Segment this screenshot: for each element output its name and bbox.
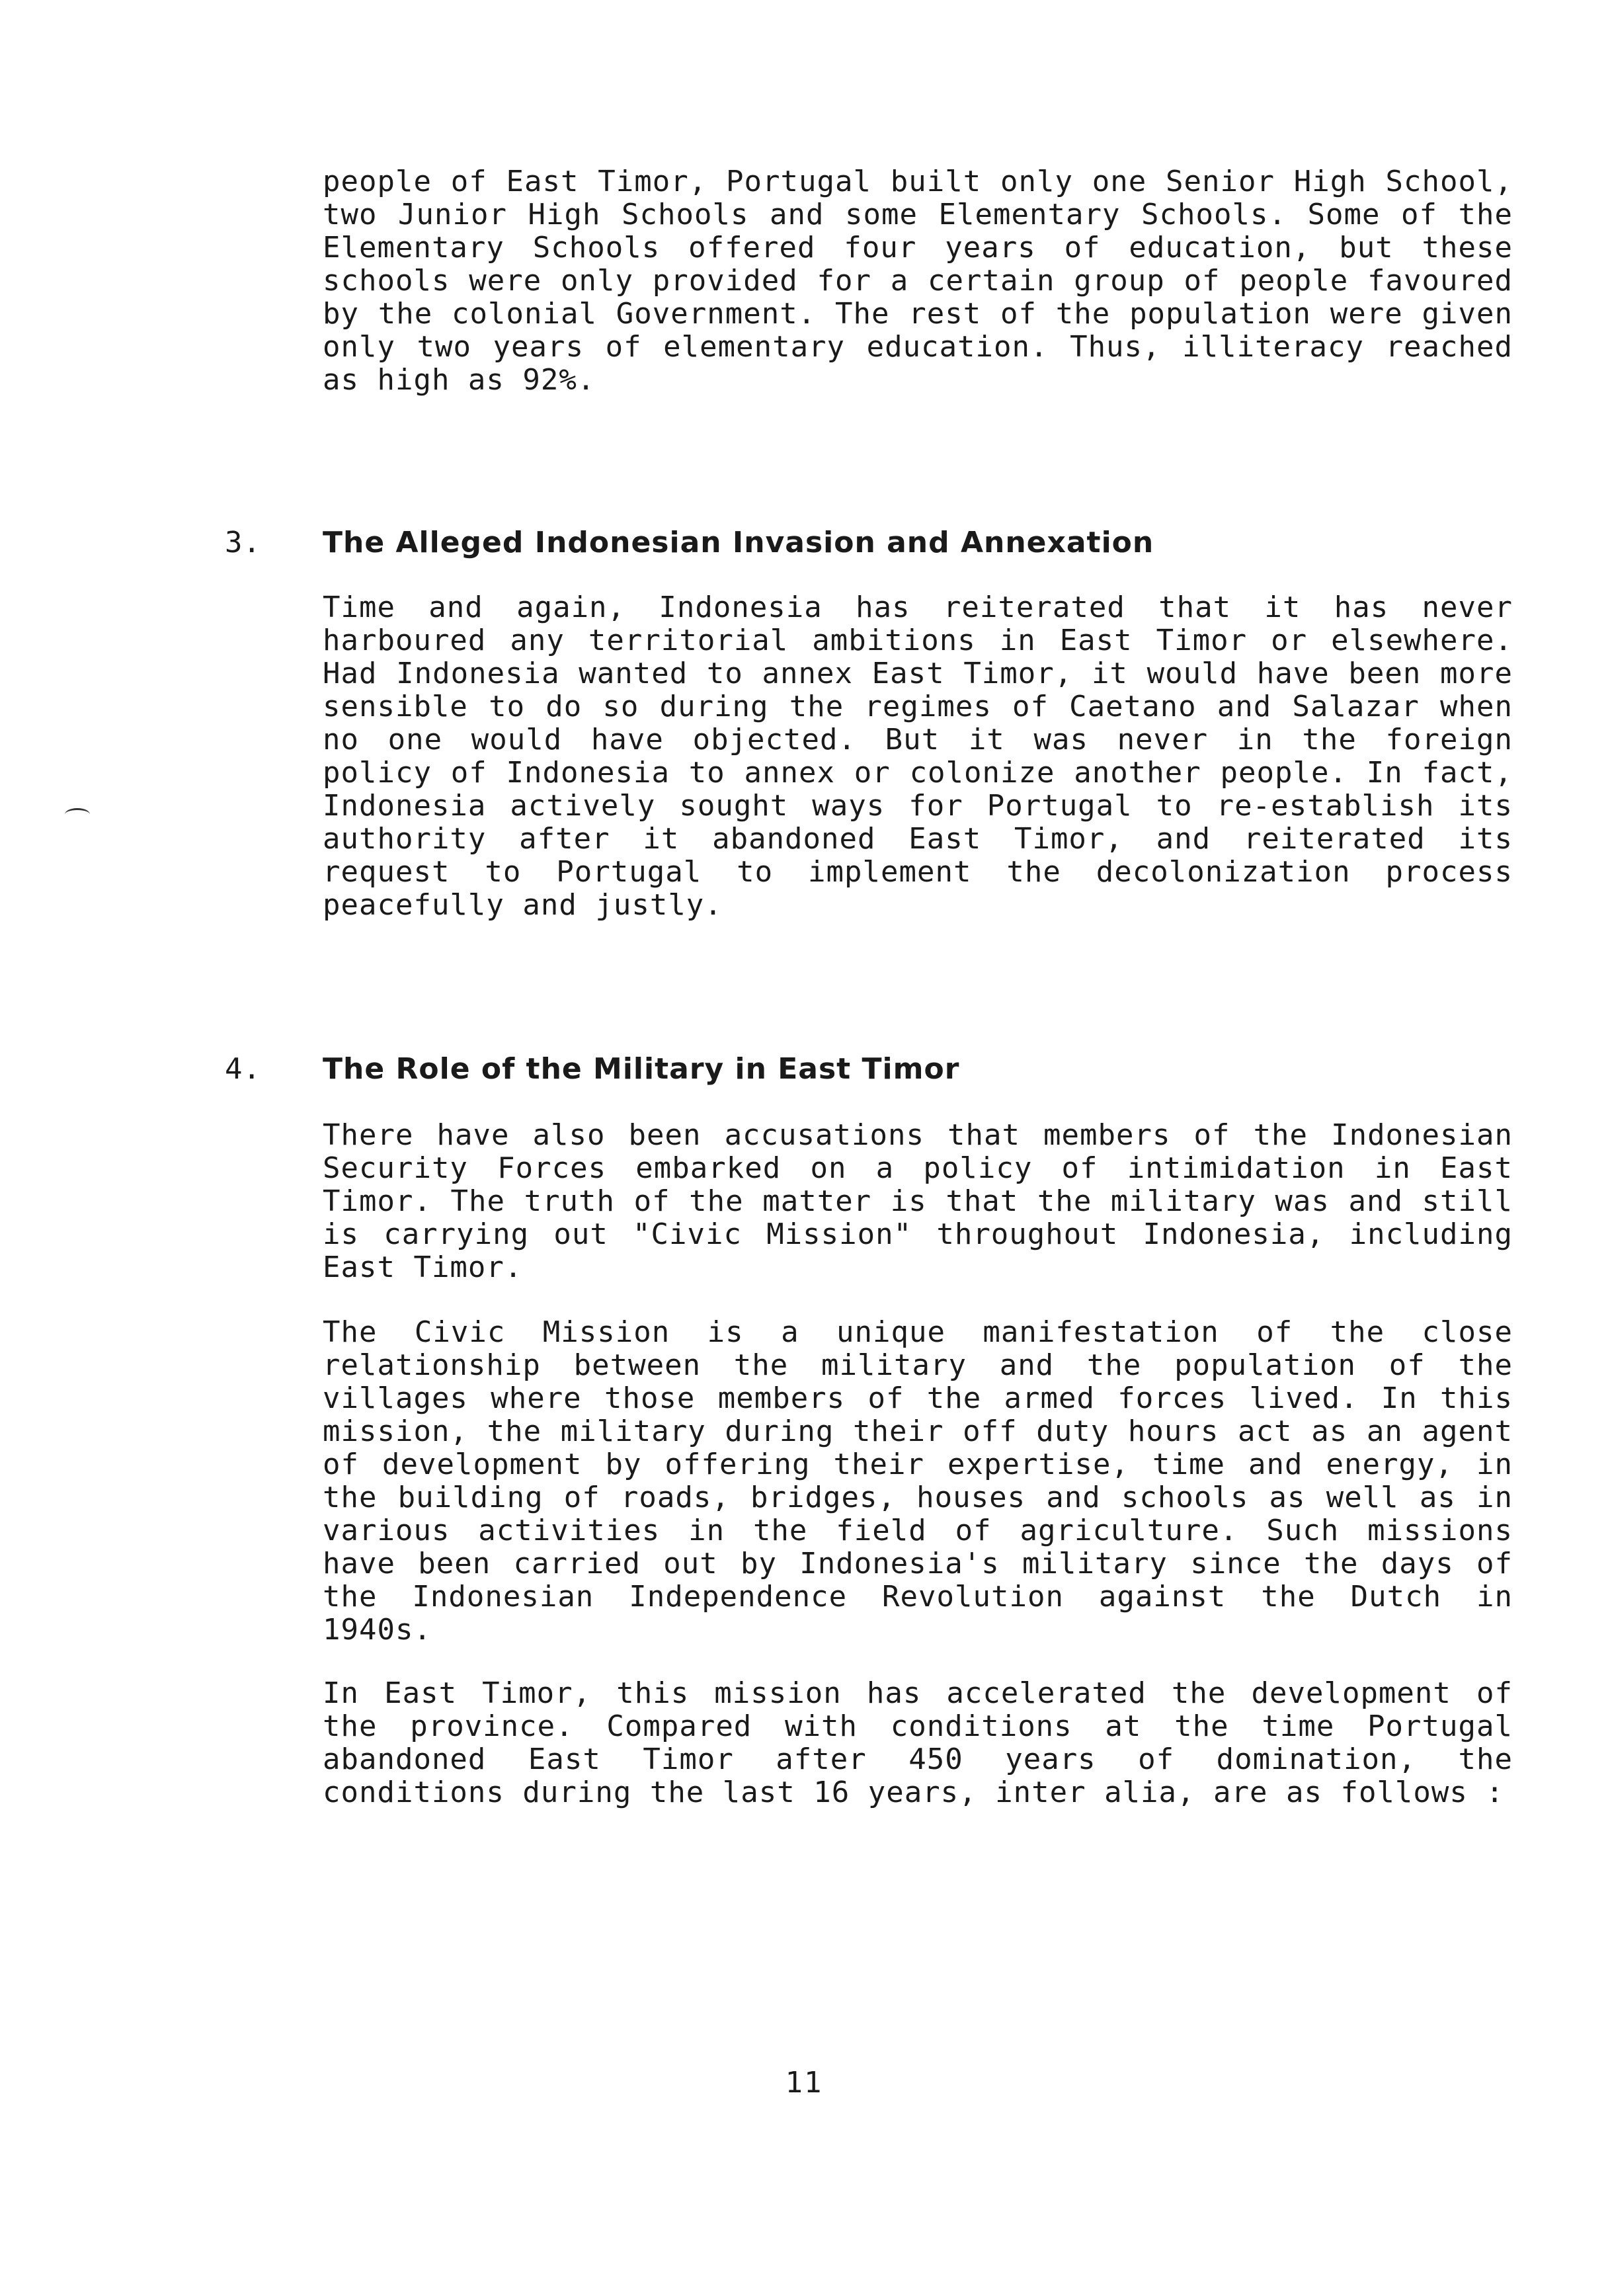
section-4-paragraph-3: In East Timor, this mission has accelerated the development of the province. Compared with conditions at the time Portugal abandoned East Timor after 450 years of domination, the conditions during the last 16 years, inter alia, are as follows : (323, 1676, 1513, 1809)
intro-paragraph: people of East Timor, Portugal built only one Senior High School, two Junior High Schools and some Elementary Schools. Some of the Elementary Schools offered four years of education, but these schools were only provided for a certain group of people favoured by the colonial Government. The rest of the population were given only two years of elementary education. Thus, illiteracy reached as high as 92%. (323, 165, 1513, 397)
section-4-number: 4. (225, 1052, 261, 1086)
section-3-paragraph-1: Time and again, Indonesia has reiterated that it has never harboured any territorial ambitions in East Timor or elsewhere. Had Indonesia wanted to annex East Timor, it would have been more sensible to do so during the regimes of Caetano and Salazar when no one would have objected. But it was never in the foreign policy of Indonesia to annex or colonize another people. In fact, Indonesia actively sought ways for Portugal to re-establish its authority after it abandoned East Timor, and reiterated its request to Portugal to implement the decolonization process peacefully and justly. (323, 591, 1513, 922)
section-3-number: 3. (225, 526, 261, 559)
section-3-title: The Alleged Indonesian Invasion and Annexation (323, 526, 1154, 559)
margin-pencil-mark (65, 808, 90, 821)
section-4-paragraph-1: There have also been accusations that members of the Indonesian Security Forces embarked on a policy of intimidation in East Timor. The truth of the matter is that the military was and still is carrying out "Civic Mission" throughout Indonesia, including East Timor. (323, 1118, 1513, 1284)
section-4-paragraph-2: The Civic Mission is a unique manifestation of the close relationship between the military and the population of the villages where those members of the armed forces lived. In this mission, the military during their off duty hours act as an agent of development by offering their expertise, time and energy, in the building of roads, bridges, houses and schools as well as in various activities in the field of agriculture. Such missions have been carried out by Indonesia's military since the days of the Indonesian Independence Revolution against the Dutch in 1940s. (323, 1315, 1513, 1647)
page-number: 11 (785, 2066, 823, 2100)
section-4-title: The Role of the Military in East Timor (323, 1052, 960, 1086)
